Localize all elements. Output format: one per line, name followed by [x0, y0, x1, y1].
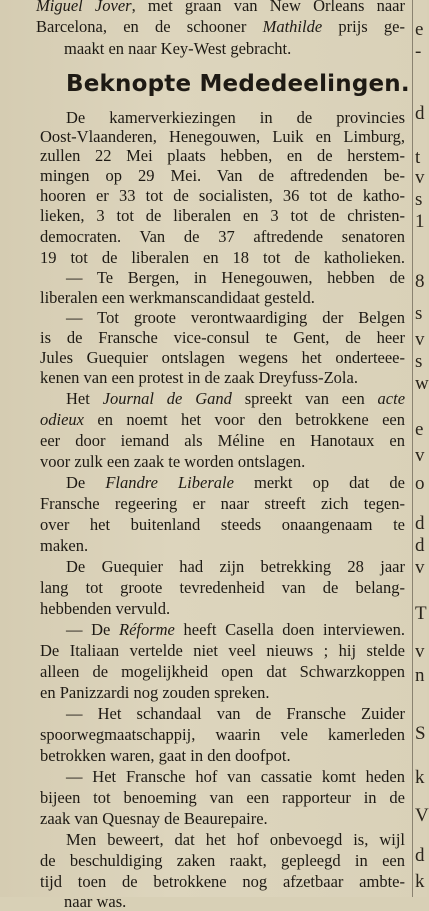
article-line: zaak van Quesnay de Beaurepaire. — [40, 809, 268, 828]
article-line: alleen de mogelijkheid open dat Schwarzkoppen — [40, 662, 405, 681]
margin-char: v — [415, 167, 425, 188]
article-line: — Tot groote verontwaardiging der Belgen — [66, 308, 405, 327]
article-line: Men beweert, dat het hof onbevoegd is, wijl — [66, 830, 405, 849]
article-line: — Te Bergen, in Henegouwen, hebben de — [66, 268, 405, 287]
margin-char: d — [415, 103, 425, 124]
margin-char: v — [415, 445, 425, 466]
margin-char: v — [415, 641, 425, 662]
article-line: De Italiaan vertelde niet veel nieuws ; hij stelde — [40, 641, 405, 660]
top-line: Barcelona, en de schooner Mathilde prijs ge- — [36, 17, 405, 36]
section-headline: Beknopte Mededeelingen. — [66, 71, 410, 97]
article-line: hooren er 33 tot de socialisten, 36 tot de katho- — [40, 186, 405, 205]
article-line: democraten. Van de 37 aftredende senatoren — [40, 227, 405, 246]
article-line: de beschuldiging zaken raakt, gepleegd in een — [40, 851, 405, 870]
article-line: odieux en noemt het voor den betrokkene een — [40, 410, 405, 429]
article-line: mingen op 29 Mei. Van de aftredenden be- — [40, 166, 405, 185]
margin-char: t — [415, 147, 421, 168]
article-line: betrokken waren, gaat in den doofpot. — [40, 746, 291, 765]
article-line: hebbenden vervuld. — [40, 599, 171, 618]
article-line: over het buitenland steeds onaangenaam te — [40, 515, 405, 534]
margin-char: s — [415, 189, 423, 210]
article-line: De Flandre Liberale merkt op dat de — [66, 473, 405, 492]
article-line: lang tot groote tevredenheid van de belang- — [40, 578, 405, 597]
article-line: lieken, 3 tot de liberalen en 3 tot de christen- — [40, 206, 405, 225]
article-line: — De Réforme heeft Casella doen interviewen. — [66, 620, 405, 639]
margin-char: - — [415, 41, 422, 62]
margin-char: v — [415, 329, 425, 350]
article-line: zullen 22 Mei plaats hebben, en de herstem- — [40, 146, 405, 165]
top-line: Miguel Jover, met graan van New Orleans naar — [36, 0, 405, 15]
margin-char: d — [415, 535, 425, 556]
article-line: naar was. — [64, 892, 127, 911]
article-line: is de Fransche vice-consul te Gent, de heer — [40, 328, 405, 347]
margin-char: n — [415, 665, 425, 686]
article-line: De kamerverkiezingen in de provincies — [66, 108, 405, 127]
article-line: liberalen een werkmanscandidaat gesteld. — [40, 288, 315, 307]
margin-char: k — [415, 871, 425, 892]
article-line: Fransche regeering er naar streeft zich tegen- — [40, 494, 405, 513]
article-line: — Het Fransche hof van cassatie komt heden — [66, 767, 405, 786]
article-line: en Panizzardi nog zouden spreken. — [40, 683, 270, 702]
column-divider — [412, 0, 413, 897]
margin-char: d — [415, 845, 425, 866]
article-line: eer door iemand als Méline en Hanotaux en — [40, 431, 405, 450]
article-line: Jules Guequier ontslagen wegens het onderteee- — [40, 348, 405, 367]
article-line: 19 tot de liberalen en 18 tot de katholieken. — [40, 248, 405, 267]
margin-char: S — [415, 723, 426, 744]
article-line: kenen van een protest in de zaak Dreyfuss-Zola. — [40, 368, 358, 387]
article-line: tijd toen de betrokkene nog afzetbaar ambte- — [40, 872, 405, 891]
margin-char: w — [415, 373, 429, 394]
margin-char: 8 — [415, 271, 425, 292]
margin-char: T — [415, 603, 427, 624]
article-line: voor zulk een zaak te worden ontslagen. — [40, 452, 306, 471]
article-line: — Het schandaal van de Fransche Zuider — [66, 704, 405, 723]
margin-char: e — [415, 419, 424, 440]
margin-char: s — [415, 351, 423, 372]
margin-char: s — [415, 303, 423, 324]
top-line: maakt en naar Key-West gebracht. — [64, 39, 292, 58]
margin-char: k — [415, 767, 425, 788]
article-line: Oost-Vlaanderen, Henegouwen, Luik en Limburg, — [40, 127, 405, 146]
margin-char: V — [415, 805, 429, 826]
article-line: Het Journal de Gand spreekt van een acte — [66, 389, 406, 408]
margin-char: 1 — [415, 211, 425, 232]
margin-char: o — [415, 473, 425, 494]
article-line: bijeen tot benoeming van een rapporteur in de — [40, 788, 405, 807]
margin-char: d — [415, 513, 425, 534]
margin-char: e — [415, 19, 424, 40]
margin-char: v — [415, 557, 425, 578]
article-line: De Guequier had zijn betrekking 28 jaar — [66, 557, 405, 576]
article-line: spoorwegmaatschappij, waarin vele kamerleden — [40, 725, 405, 744]
adjacent-column-fragment — [415, 0, 427, 897]
article-line: maken. — [40, 536, 89, 555]
